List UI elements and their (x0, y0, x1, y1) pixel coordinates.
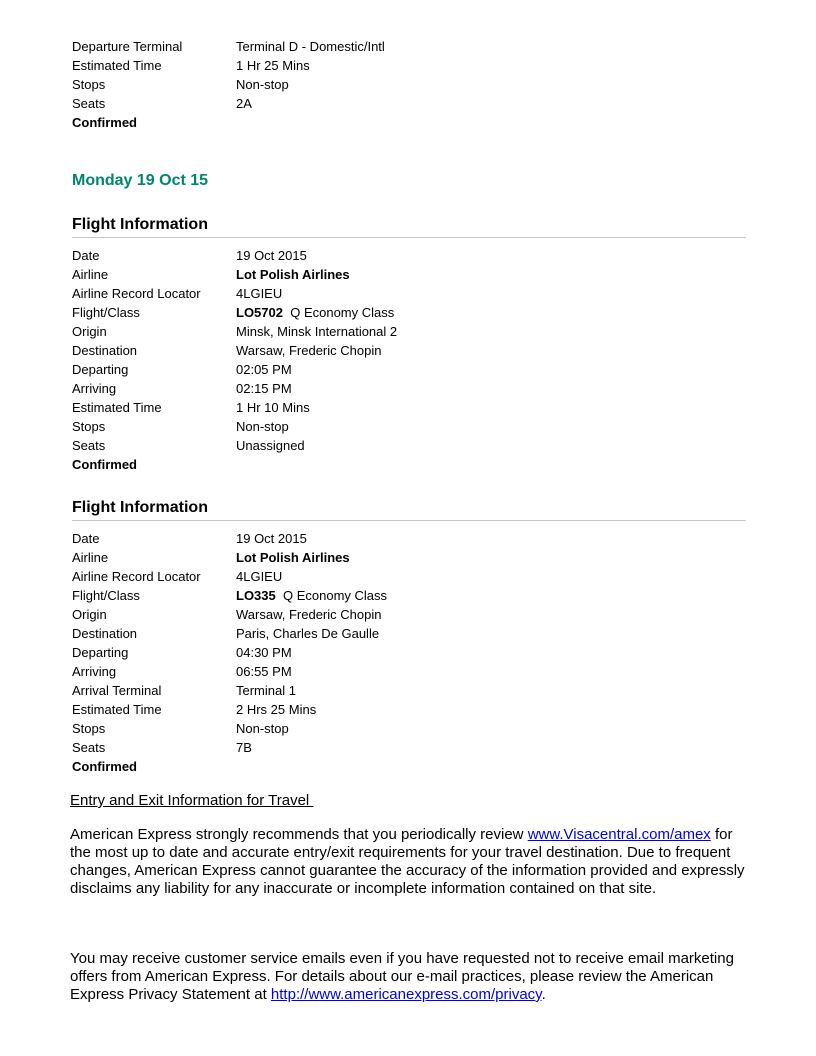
detail-value: 2A (236, 96, 252, 111)
confirmed-status: Confirmed (72, 457, 137, 472)
detail-value: 4LGIEU (236, 569, 283, 584)
detail-label: Date (72, 248, 100, 263)
paragraph-text: American Express strongly recommends that you periodically review (70, 826, 528, 843)
confirmed-status: Confirmed (72, 759, 137, 774)
paragraph-text: . (541, 986, 546, 1003)
detail-value: Non-stop (236, 77, 289, 92)
detail-value: 1 Hr 10 Mins (236, 400, 310, 415)
detail-label: Departing (72, 362, 129, 377)
airline-name: Lot Polish Airlines (236, 550, 350, 565)
detail-label: Flight/Class (72, 305, 140, 320)
detail-value: 4LGIEU (236, 286, 283, 301)
detail-row-airline (72, 265, 752, 284)
detail-label: Estimated Time (72, 58, 162, 73)
detail-label: Seats (72, 438, 106, 453)
detail-value: 19 Oct 2015 (236, 531, 307, 546)
detail-row-stops (72, 417, 752, 436)
detail-label: Date (72, 531, 100, 546)
detail-row-estimated-time (72, 700, 752, 719)
detail-row (72, 94, 752, 113)
detail-row-locator (72, 567, 752, 586)
entry-exit-paragraph (70, 826, 750, 898)
detail-label: Departing (72, 645, 129, 660)
detail-value: 02:05 PM (236, 362, 292, 377)
detail-row-stops (72, 719, 752, 738)
paragraph-text: You may receive customer service emails even if you have requested not to receive email marketing offers from American Express. For details about our e-mail practices, please review the American Express Privacy Statement at (70, 950, 734, 1003)
detail-row-seats (72, 738, 752, 757)
flight-info-title: Flight Information (72, 216, 208, 233)
detail-value: 04:30 PM (236, 645, 292, 660)
detail-label: Origin (72, 607, 107, 622)
day-heading: Monday 19 Oct 15 (72, 172, 209, 189)
detail-row-estimated-time (72, 398, 752, 417)
detail-row-departing (72, 360, 752, 379)
detail-row-seats (72, 436, 752, 455)
detail-row (72, 37, 752, 56)
section-divider (72, 520, 746, 521)
detail-value: Warsaw, Frederic Chopin (236, 343, 382, 358)
detail-label: Airline (72, 550, 109, 565)
detail-row-departing (72, 643, 752, 662)
detail-value: 1 Hr 25 Mins (236, 58, 310, 73)
detail-label: Estimated Time (72, 400, 162, 415)
flight-number: LO5702 (236, 305, 283, 320)
detail-value: Non-stop (236, 419, 289, 434)
flight-class-value (236, 586, 387, 605)
section-divider (72, 237, 746, 238)
detail-value: Terminal D - Domestic/Intl (236, 39, 385, 54)
detail-row-arriving (72, 662, 752, 681)
detail-label: Seats (72, 96, 106, 111)
detail-value: 7B (236, 740, 252, 755)
detail-label: Destination (72, 343, 138, 358)
detail-row-arriving (72, 379, 752, 398)
detail-label: Arrival Terminal (72, 683, 162, 698)
airline-name: Lot Polish Airlines (236, 267, 350, 282)
detail-value: 2 Hrs 25 Mins (236, 702, 317, 717)
privacy-link[interactable]: http://www.americanexpress.com/privacy (270, 986, 542, 1003)
detail-label: Destination (72, 626, 138, 641)
detail-label: Departure Terminal (72, 39, 183, 54)
flight-info-title: Flight Information (72, 499, 208, 516)
detail-value: 19 Oct 2015 (236, 248, 307, 263)
flight-number: LO335 (236, 588, 276, 603)
detail-label: Stops (72, 721, 106, 736)
detail-label: Airline Record Locator (72, 569, 201, 584)
detail-row-locator (72, 284, 752, 303)
detail-label: Estimated Time (72, 702, 162, 717)
flight-class-value (236, 303, 394, 322)
detail-label: Airline Record Locator (72, 286, 201, 301)
detail-row-origin (72, 605, 752, 624)
detail-value: Terminal 1 (236, 683, 296, 698)
detail-value: Minsk, Minsk International 2 (236, 324, 398, 339)
detail-value: 02:15 PM (236, 381, 292, 396)
confirmed-status: Confirmed (72, 115, 137, 130)
detail-row-airline (72, 548, 752, 567)
detail-label: Stops (72, 419, 106, 434)
detail-row-flight-class (72, 586, 752, 605)
detail-value: Unassigned (236, 438, 305, 453)
detail-label: Airline (72, 267, 109, 282)
detail-value: Non-stop (236, 721, 289, 736)
detail-row-arrival-terminal (72, 681, 752, 700)
detail-label: Arriving (72, 381, 117, 396)
detail-value: Warsaw, Frederic Chopin (236, 607, 382, 622)
privacy-paragraph (70, 950, 750, 1004)
detail-row (72, 75, 752, 94)
detail-label: Seats (72, 740, 106, 755)
detail-label: Flight/Class (72, 588, 140, 603)
detail-row-date (72, 246, 752, 265)
detail-row-destination (72, 341, 752, 360)
detail-label: Origin (72, 324, 107, 339)
detail-value: Paris, Charles De Gaulle (236, 626, 380, 641)
detail-label: Stops (72, 77, 106, 92)
paragraph-text: for the most up to date and accurate entry/exit requirements for your travel destination. Due to frequent changes, American Express cannot guarantee the accuracy of the information provided and expressly disclaims any liability for any inaccurate or incomplete information contained on that site. (70, 826, 745, 897)
entry-exit-title: Entry and Exit Information for Travel (70, 792, 314, 809)
detail-row-flight-class (72, 303, 752, 322)
detail-row-destination (72, 624, 752, 643)
detail-value: 06:55 PM (236, 664, 292, 679)
detail-row-origin (72, 322, 752, 341)
fare-class: Q Economy Class (290, 305, 395, 320)
fare-class: Q Economy Class (282, 588, 388, 603)
detail-label: Arriving (72, 664, 117, 679)
detail-row-date (72, 529, 752, 548)
visacentral-link[interactable]: www.Visacentral.com/amex (527, 826, 711, 843)
detail-row (72, 56, 752, 75)
